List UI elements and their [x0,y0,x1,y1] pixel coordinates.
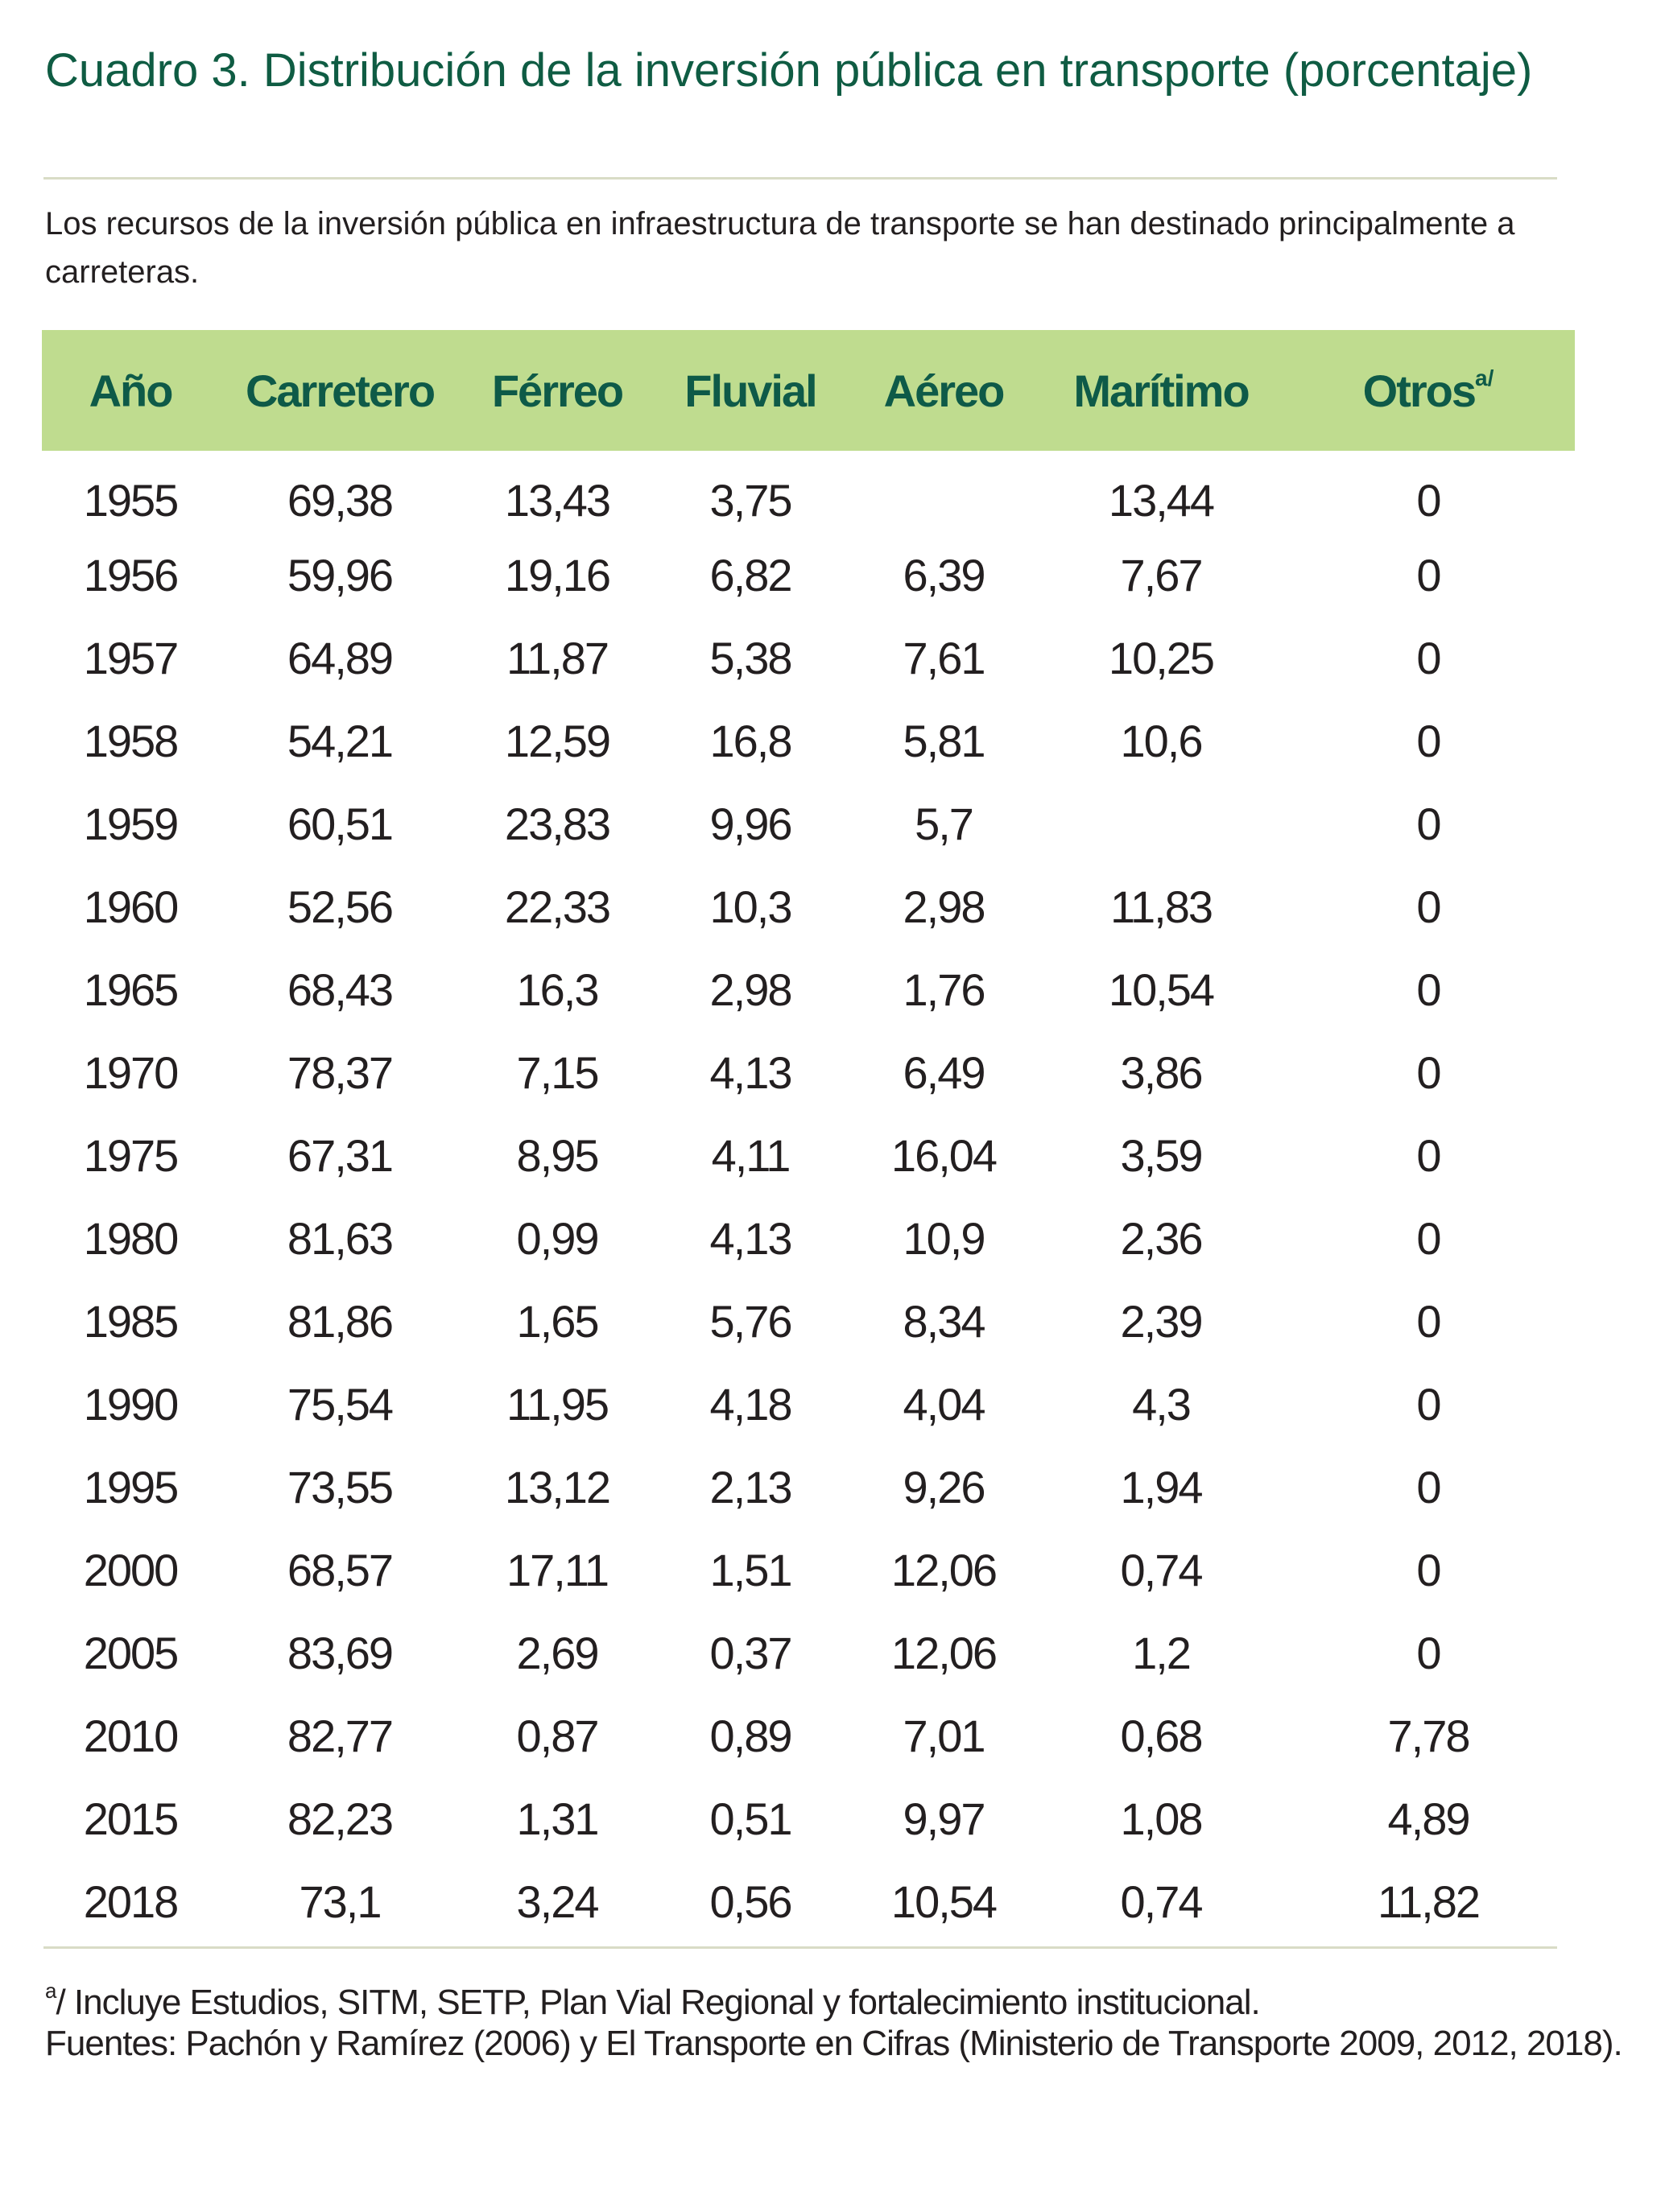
cell-rail: 7,15 [516,1047,598,1098]
cell-rail: 0,99 [516,1213,598,1264]
cell-air: 4,04 [903,1379,985,1430]
cell-river: 4,11 [711,1130,790,1181]
cell-year: 1955 [83,475,178,526]
cell-air: 7,01 [903,1711,985,1761]
cell-air: 5,81 [903,716,985,766]
header-river: Fluvial [684,365,816,416]
cell-year: 1970 [83,1047,178,1098]
cell-air: 10,9 [903,1213,985,1264]
cell-rail: 13,12 [504,1462,610,1512]
cell-year: 1975 [83,1130,178,1181]
cell-maritime: 3,86 [1120,1047,1202,1098]
table-row [42,1860,1575,1943]
cell-year: 1956 [83,550,178,600]
cell-air: 9,97 [903,1793,985,1844]
cell-other: 0 [1416,964,1440,1015]
cell-road: 67,31 [287,1130,393,1181]
cell-river: 2,98 [709,964,791,1015]
cell-air: 6,39 [903,550,985,600]
cell-air: 12,06 [890,1628,997,1678]
cell-road: 68,57 [287,1545,393,1595]
cell-maritime: 4,3 [1132,1379,1190,1430]
header-rail: Férreo [491,365,623,416]
cell-year: 1995 [83,1462,178,1512]
sources-note: Fuentes: Pachón y Ramírez (2006) y El Transporte en Cifras (Ministerio de Transporte 2009, 2012, 2018). [45,2024,1622,2063]
header-road: Carretero [245,365,435,416]
cell-maritime: 7,67 [1120,550,1202,600]
footnote-marker: a [45,1979,56,2003]
cell-rail: 2,69 [516,1628,598,1678]
cell-maritime: 0,68 [1120,1711,1202,1761]
table-row [42,948,1575,1031]
cell-maritime: 10,54 [1108,964,1214,1015]
cell-road: 73,1 [299,1876,381,1927]
cell-maritime: 2,36 [1120,1213,1202,1264]
table-row [42,451,1575,534]
table-row [42,1363,1575,1446]
cell-road: 83,69 [287,1628,393,1678]
cell-rail: 0,87 [516,1711,598,1761]
table-row [42,1529,1575,1612]
cell-road: 82,77 [287,1711,393,1761]
cell-year: 1960 [83,881,178,932]
cell-rail: 22,33 [504,881,610,932]
table-row [42,1612,1575,1694]
cell-maritime: 1,94 [1120,1462,1202,1512]
cell-maritime: 10,25 [1108,633,1214,683]
cell-maritime [1040,782,1282,865]
table-row [42,865,1575,948]
cell-other: 0 [1416,1379,1440,1430]
cell-other: 11,82 [1378,1876,1479,1927]
cell-river: 5,76 [709,1296,791,1347]
cell-road: 81,86 [287,1296,393,1347]
cell-other: 0 [1416,1130,1440,1181]
cell-air [847,451,1040,534]
cell-rail: 1,65 [516,1296,598,1347]
cell-river: 9,96 [709,799,791,849]
table-row [42,1031,1575,1114]
cell-maritime: 0,74 [1120,1876,1202,1927]
cell-other: 0 [1416,475,1440,526]
cell-river: 0,89 [709,1711,791,1761]
cell-maritime: 3,59 [1120,1130,1202,1181]
cell-year: 1958 [83,716,178,766]
cell-year: 1959 [83,799,178,849]
cell-air: 7,61 [903,633,985,683]
table-body [42,451,1575,1943]
cell-maritime: 2,39 [1120,1296,1202,1347]
cell-air: 8,34 [903,1296,985,1347]
cell-year: 2015 [83,1793,178,1844]
cell-year: 2000 [83,1545,178,1595]
cell-maritime: 1,08 [1120,1793,1202,1844]
cell-other: 0 [1416,1462,1440,1512]
cell-other: 0 [1416,799,1440,849]
cell-road: 73,55 [287,1462,393,1512]
header-maritime: Marítimo [1073,365,1249,416]
cell-other: 4,89 [1387,1793,1469,1844]
table-row [42,1446,1575,1529]
cell-road: 82,23 [287,1793,393,1844]
cell-year: 1985 [83,1296,178,1347]
cell-maritime: 11,83 [1110,881,1212,932]
table-row [42,534,1575,617]
cell-air: 10,54 [890,1876,997,1927]
cell-rail: 17,11 [506,1545,608,1595]
cell-road: 68,43 [287,964,393,1015]
cell-rail: 13,43 [504,475,610,526]
cell-rail: 23,83 [504,799,610,849]
cell-road: 81,63 [287,1213,393,1264]
cell-road: 64,89 [287,633,393,683]
cell-river: 0,37 [709,1628,791,1678]
cell-rail: 11,87 [506,633,608,683]
cell-air: 12,06 [890,1545,997,1595]
table-row [42,617,1575,700]
cell-year: 1957 [83,633,178,683]
table-row [42,1197,1575,1280]
header-air: Aéreo [883,365,1004,416]
footnote-text: / Incluye Estudios, SITM, SETP, Plan Vial Regional y fortalecimiento institucional. [56,1983,1260,2022]
cell-road: 78,37 [287,1047,393,1098]
cell-rail: 3,24 [516,1876,598,1927]
cell-other: 0 [1416,1213,1440,1264]
table-row [42,1694,1575,1777]
cell-road: 59,96 [287,550,393,600]
cell-river: 2,13 [709,1462,791,1512]
cell-rail: 16,3 [516,964,598,1015]
cell-year: 2018 [83,1876,178,1927]
cell-other: 0 [1416,1545,1440,1595]
cell-other: 0 [1416,633,1440,683]
cell-road: 52,56 [287,881,393,932]
table-row [42,1777,1575,1860]
cell-river: 10,3 [709,881,791,932]
table-row [42,782,1575,865]
table-row [42,1114,1575,1197]
table-row [42,700,1575,782]
header-year: Año [89,365,172,416]
header-other-superscript: a/ [1475,365,1494,390]
cell-air: 6,49 [903,1047,985,1098]
cell-river: 0,56 [709,1876,791,1927]
cell-river: 3,75 [709,475,791,526]
cell-other: 7,78 [1387,1711,1469,1761]
investment-table [42,330,1575,1943]
cell-air: 16,04 [890,1130,997,1181]
cell-river: 4,13 [709,1213,791,1264]
cell-year: 1990 [83,1379,178,1430]
cell-rail: 1,31 [516,1793,598,1844]
header-other-label: Otros [1362,365,1475,416]
table-subtitle: Los recursos de la inversión pública en infraestructura de transporte se han destinado principalmente a carreteras. [45,206,1515,290]
cell-year: 1965 [83,964,178,1015]
cell-road: 69,38 [287,475,393,526]
cell-air: 5,7 [915,799,973,849]
cell-other: 0 [1416,716,1440,766]
cell-maritime: 1,2 [1132,1628,1190,1678]
cell-road: 75,54 [287,1379,393,1430]
cell-other: 0 [1416,1296,1440,1347]
cell-rail: 12,59 [504,716,610,766]
cell-air: 1,76 [903,964,985,1015]
cell-year: 2010 [83,1711,178,1761]
cell-year: 2005 [83,1628,178,1678]
cell-road: 60,51 [287,799,393,849]
footer-divider [43,1946,1557,1949]
cell-maritime: 10,6 [1120,716,1202,766]
table-header-row [42,330,1575,451]
table-row [42,1280,1575,1363]
title-divider [43,177,1557,180]
cell-maritime: 13,44 [1108,475,1214,526]
table-title: Cuadro 3. Distribución de la inversión pública en transporte (porcentaje) [45,44,1533,97]
cell-other: 0 [1416,1047,1440,1098]
cell-river: 4,18 [709,1379,791,1430]
cell-air: 9,26 [903,1462,985,1512]
cell-road: 54,21 [287,716,393,766]
cell-river: 4,13 [709,1047,791,1098]
cell-rail: 8,95 [516,1130,598,1181]
cell-year: 1980 [83,1213,178,1264]
cell-other: 0 [1416,881,1440,932]
cell-river: 16,8 [709,716,791,766]
cell-river: 1,51 [709,1545,791,1595]
header-other [1282,330,1575,451]
cell-air: 2,98 [903,881,985,932]
cell-rail: 11,95 [506,1379,608,1430]
cell-other: 0 [1416,1628,1440,1678]
cell-maritime: 0,74 [1120,1545,1202,1595]
cell-other: 0 [1416,550,1440,600]
cell-river: 0,51 [709,1793,791,1844]
cell-river: 6,82 [709,550,791,600]
cell-river: 5,38 [709,633,791,683]
cell-rail: 19,16 [504,550,610,600]
